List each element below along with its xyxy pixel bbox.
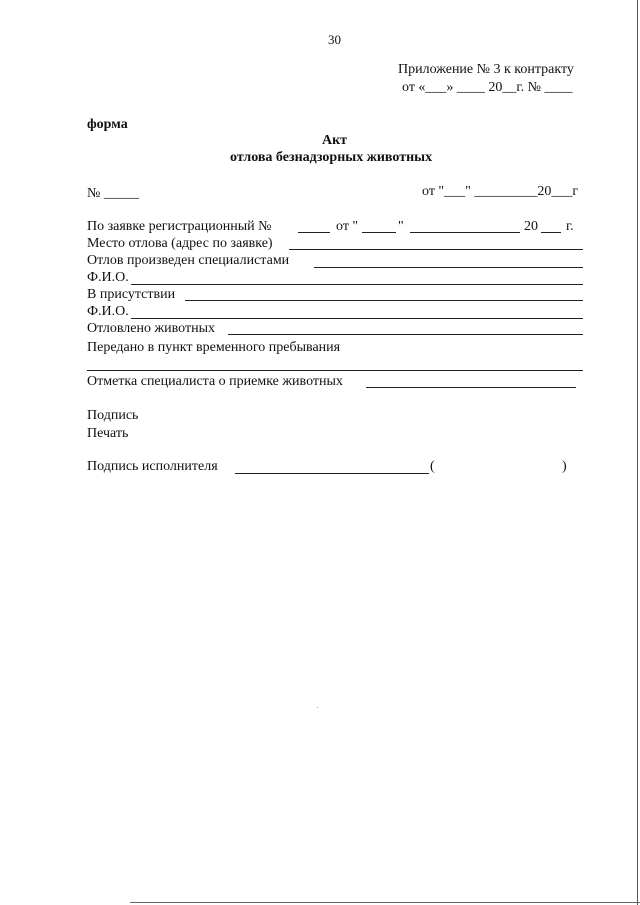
executor-paren-close: ) <box>562 459 567 474</box>
act-number: № _____ <box>87 186 139 201</box>
page-number: 30 <box>328 32 341 47</box>
scan-speck <box>317 707 318 708</box>
presence-label: В присутствии <box>87 287 176 302</box>
executor-paren-open: ( <box>430 459 435 474</box>
caught-blank[interactable] <box>228 334 583 335</box>
request-label: По заявке регистрационный № <box>87 219 272 234</box>
place-blank[interactable] <box>289 249 583 250</box>
title-line1: Акт <box>322 133 348 148</box>
request-from: от " <box>336 219 359 234</box>
specialists-label: Отлов произведен специалистами <box>87 253 290 268</box>
transferred-blank[interactable] <box>87 370 583 371</box>
caught-label: Отловлено животных <box>87 321 215 336</box>
executor-label: Подпись исполнителя <box>87 459 218 474</box>
form-label: форма <box>87 117 128 132</box>
appendix-line2: от «___» ____ 20__г. № ____ <box>402 80 573 95</box>
appendix-line1: Приложение № 3 к контракту <box>398 62 574 77</box>
fio2-blank[interactable] <box>131 318 583 319</box>
presence-blank[interactable] <box>185 300 583 301</box>
mark-blank[interactable] <box>366 387 576 388</box>
page-edge-right <box>637 0 638 905</box>
place-label: Место отлова (адрес по заявке) <box>87 236 273 251</box>
fio1-blank[interactable] <box>131 284 583 285</box>
mark-label: Отметка специалиста о приемке животных <box>87 374 343 389</box>
executor-signature-blank[interactable] <box>235 473 429 474</box>
request-quote: " <box>398 219 404 234</box>
page-edge-bottom <box>130 902 640 903</box>
fio2-label: Ф.И.О. <box>87 304 129 319</box>
request-number-blank[interactable] <box>298 232 330 233</box>
act-date: от "___" _________20___г <box>422 184 579 199</box>
request-year-blank[interactable] <box>541 232 561 233</box>
title-line2: отлова безнадзорных животных <box>230 150 433 165</box>
request-day-blank[interactable] <box>362 232 396 233</box>
request-month-blank[interactable] <box>410 232 520 233</box>
request-g: г. <box>566 219 574 234</box>
specialists-blank[interactable] <box>314 267 583 268</box>
seal-label: Печать <box>87 426 129 441</box>
signature-label: Подпись <box>87 408 139 423</box>
request-year: 20 <box>524 219 538 234</box>
transferred-label: Передано в пункт временного пребывания <box>87 340 341 355</box>
fio1-label: Ф.И.О. <box>87 270 129 285</box>
